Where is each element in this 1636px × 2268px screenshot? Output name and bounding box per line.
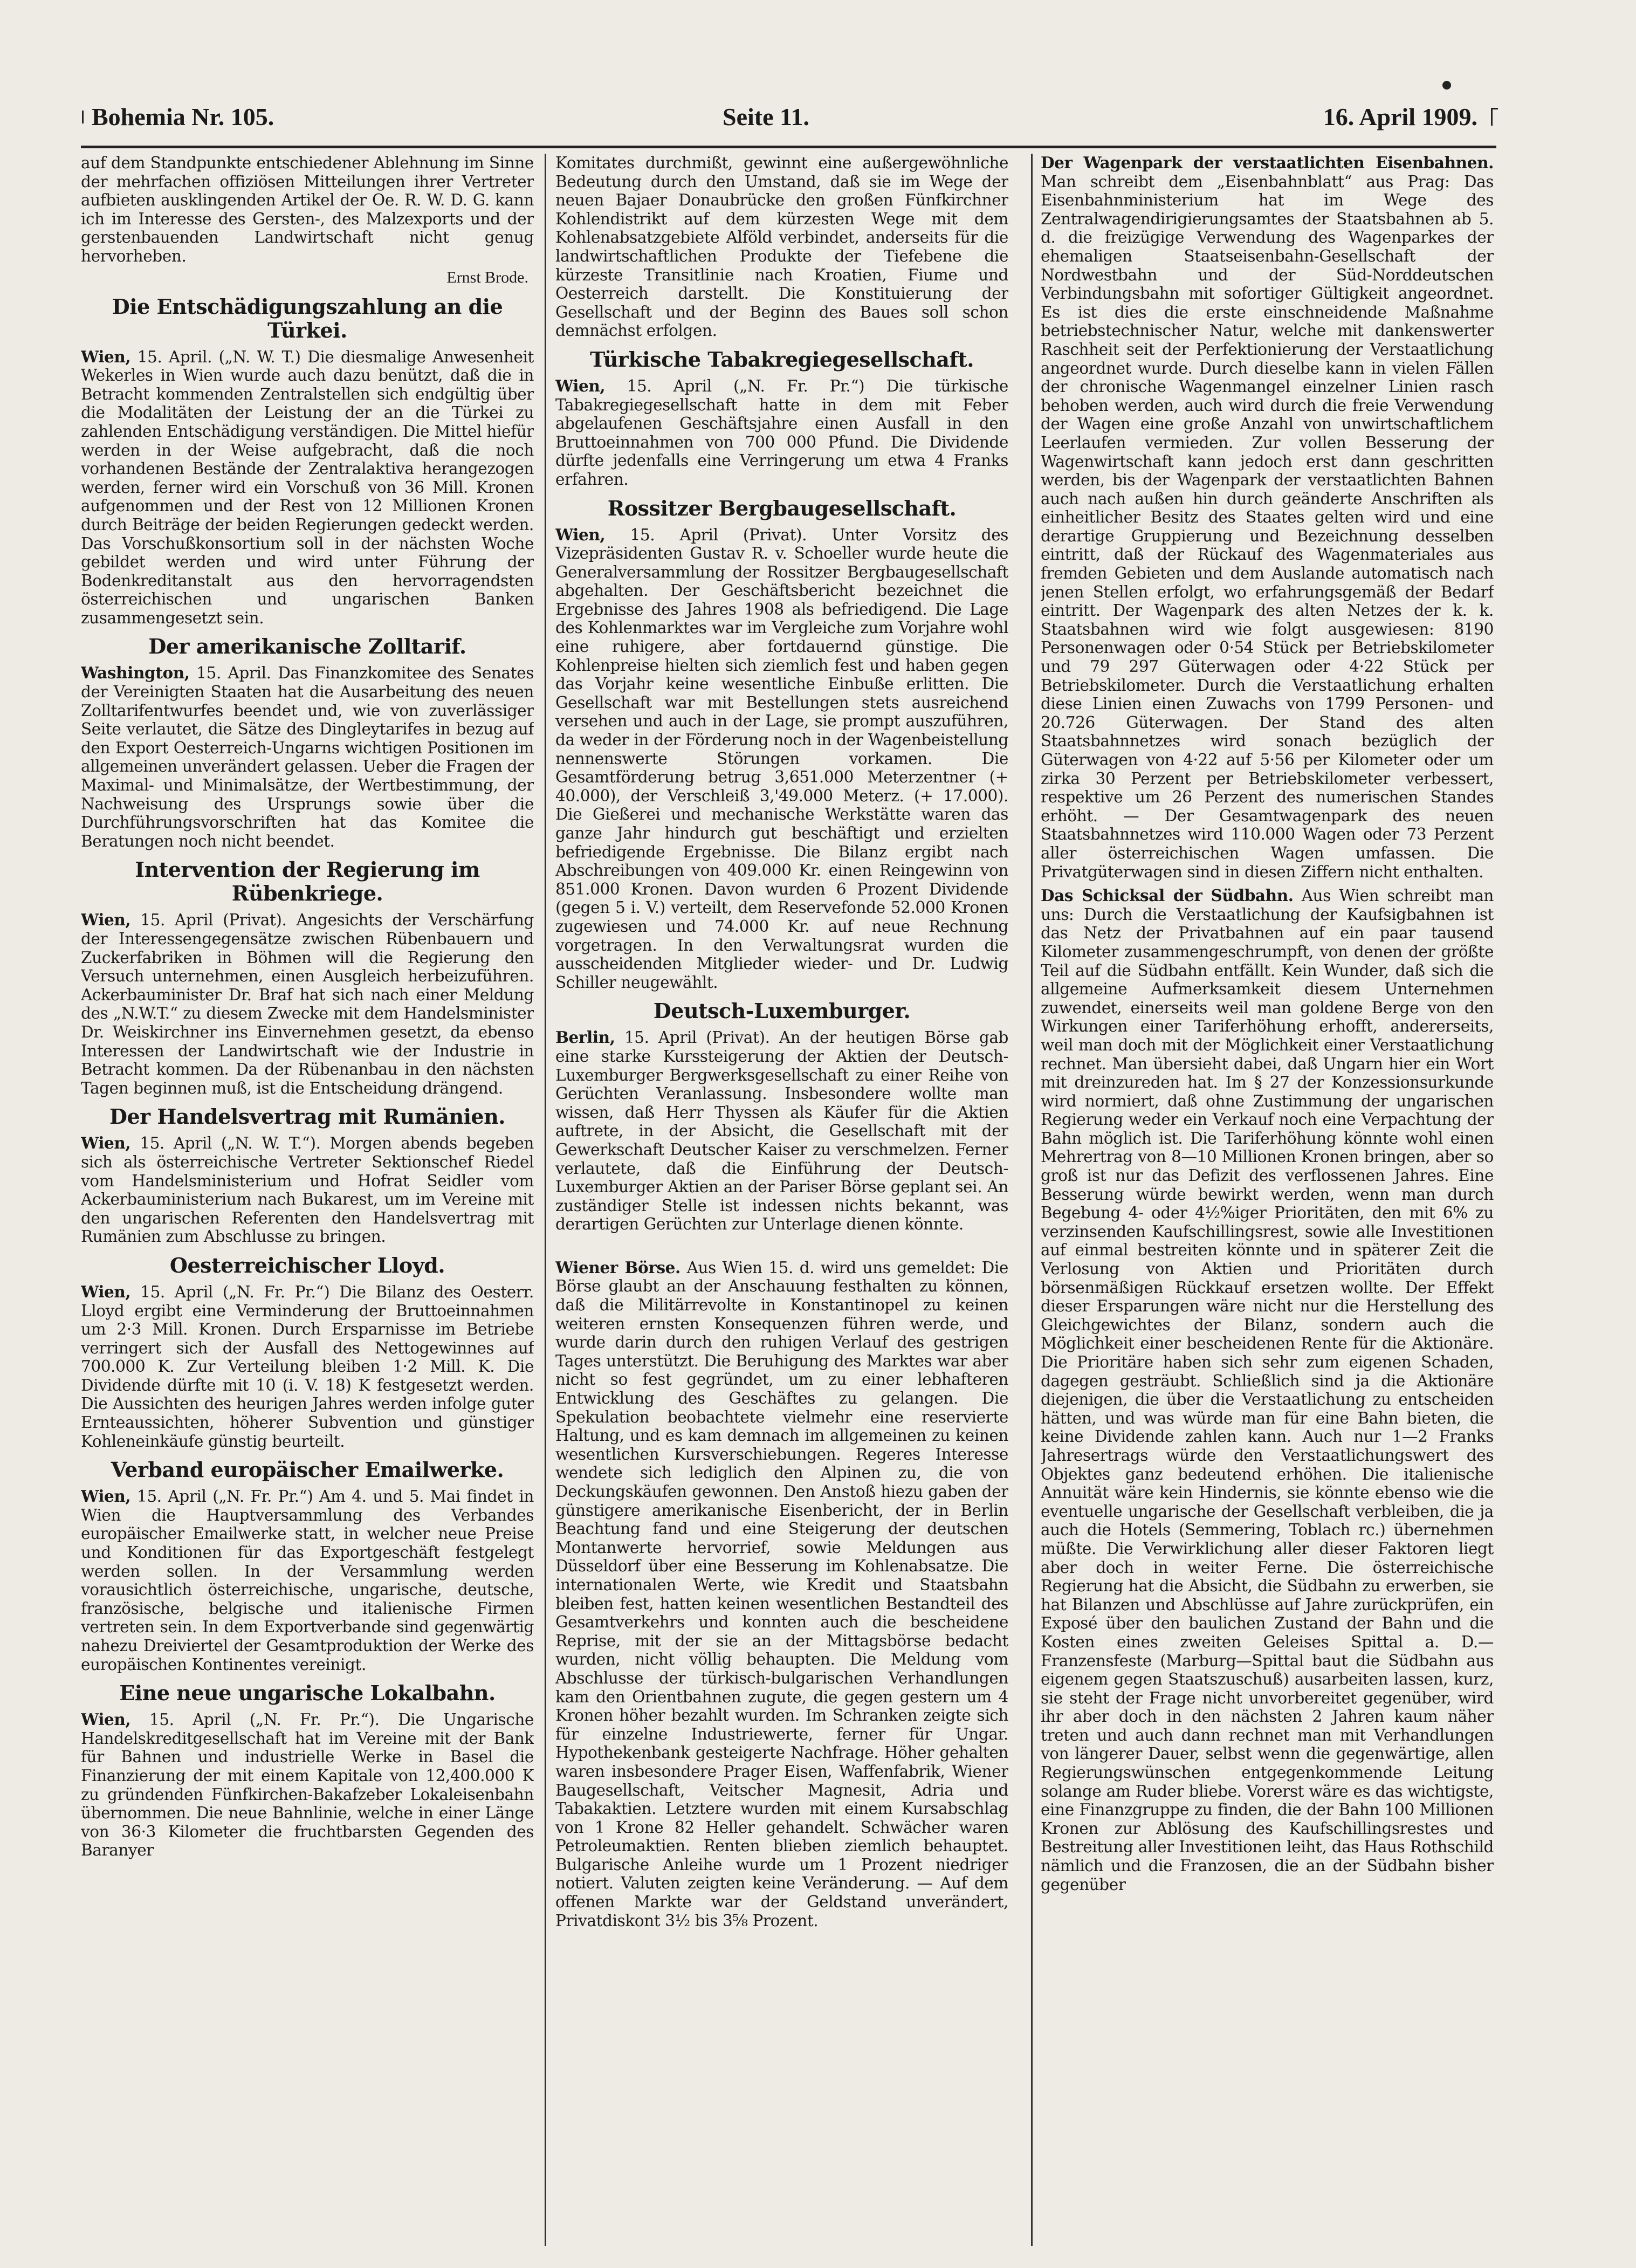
article-body: 15. April („N. Fr. Pr.“) Am 4. und 5. Mai findet in Wien die Hauptversammlung des Verbandes europäischer Emailwerke statt, in welcher neue Preise und Konditionen für das Exportgeschäft festgelegt werden sollen. In der Versammlung werden vorausichtlich österreichische, ungarische, deutsche, französische, belgische und italienische Firmen vertreten sein. In dem Exportverbande sind gegenwärtig nahezu Dreiviertel der Gesamtproduktion der Werke des europäischen Kontinentes vereinigt. [81,1487,534,1674]
header-date: 16. April 1909. [1323,103,1477,130]
ink-dot [1442,81,1451,90]
article-body: 15. April („N. Fr. Pr.“) Die Bilanz des Oesterr. Lloyd ergibt eine Verminderung der Bruttoeinnahmen um 2·3 Mill. Kronen. Durch Ersparnisse im Betriebe verringert sich der Ausfall des Nettogewinnes auf 700.000 K. Zur Verteilung bleiben 1·2 Mill. K. Die Dividende dürfte mit 10 (i. V. 18) K festgesetzt werden. Die Aussichten des heurigen Jahres werden infolge guter Ernteaussichten, höherer Subvention und günstiger Kohleneinkäufe günstig beurteilt. [81,1282,534,1451]
dateline: Berlin, [555,1028,615,1047]
header-rule [81,146,1496,148]
article-body: Aus Wien 15. d. wird uns gemeldet: Die Börse glaubt an der Anschauung festhalten zu können, daß die Militärrevolte in Konstantinopel zu keinen weiteren ernsten Konsequenzen führen werde, und wurde darin durch den ruhigen Verlauf des gestrigen Tages unterstützt. Die Beruhigung des Marktes war aber nicht so fest gegründet, um zu einer lebhafteren Entwicklung des Geschäftes zu gelangen. Die Spekulation beobachtete vielmehr eine reservierte Haltung, und es kam demnach im allgemeinen zu keinen wesentlichen Kursverschiebungen. Regeres Interesse wendete sich lediglich den Alpinen zu, die von Deckungskäufen gewonnen. Den Anstoß hiezu gaben der günstigere amerikanische Eisenbericht, der in Berlin Beachtung fand und eine Steigerung der deutschen Montanwerte hervorrief, sowie Meldungen aus Düsseldorf über eine Besserung im Kohlenabsatze. Die internationalen Werte, wie Kredit und Staatsbahn bleiben fest, hatten keinen wesentlichen Bestandteil des Gesamtverkehrs und konnten auch die bescheidene Reprise, mit der sie an der Mittagsbörse bedacht wurden, nicht völlig behaupten. Die Meldung vom Abschlusse der türkisch-bulgarischen Verhandlungen kam den Orientbahnen zugute, die gegen gestern um 4 Kronen höher bezahlt wurden. Im Schranken zeigte sich für einzelne Industriewerte, ferner für Ungar. Hypothekenbank gesteigerte Nachfrage. Höher gehalten waren insbesondere Prager Eisen, Waffenfabrik, Wiener Baugesellschaft, Veitscher Magnesit, Adria und Tabakaktien. Letztere wurden mit einem Kursabschlag von 1 Krone 82 Heller gehandelt. Schwächer waren Petroleumaktien. Renten blieben ziemlich behauptet. Bulgarische Anleihe wurde um 1 Prozent niedriger notiert. Valuten zeigten keine Veränderung. — Auf dem offenen Markte war der Geldstand unverändert, Privatdiskont 3½ bis 3⅝ Prozent. [555,1258,1008,1930]
dateline: Washington, [81,663,190,683]
inline-headline: Das Schicksal der Südbahn. [1041,886,1294,905]
headline-rossitzer: Rossitzer Bergbaugesellschaft. [607,496,957,520]
article-ruebenkrieg [81,911,534,1097]
article-emailwerke [81,1487,534,1674]
article-body: 15. April („N. W. T.“). Morgen abends begeben sich als österreichische Vertreter Sektionschef Riedel vom Handelsministerium und Hofrat Seidler vom Ackerbauministerium nach Bukarest, um im Vereine mit den ungarischen Referenten den Handelsvertrag mit Rumänien zum Abschlusse zu bringen. [81,1134,534,1246]
article-lloyd [81,1283,534,1451]
column-rule-1 [545,154,546,2246]
article-body: 15. April (Privat). Unter Vorsitz des Vizepräsidenten Gustav R. v. Schoeller wurde heute die Generalversammlung der Rossitzer Bergbaugesellschaft abgehalten. Der Geschäftsbericht bezeichnet die Ergebnisse des Jahres 1908 als befriedigend. Die Lage des Kohlenmarktes war im Vergleiche zum Vorjahre wohl eine ruhigere, aber fortdauernd günstige. Die Kohlenpreise hielten sich ziemlich fest und haben gegen das Vorjahr keine wesentliche Einbuße erlitten. Die Gesellschaft war mit Bestellungen stets ausreichend versehen und auch in der Lage, sie prompt auszuführen, da weder in der Förderung noch in der Wagenbeistellung nennenswerte Störungen vorkamen. Die Gesamtförderung betrug 3,651.000 Meterzentner (+ 40.000), der Verschleiß 3,'49.000 Meterz. (+ 17.000). Die Gießerei und mechanische Werkstätte waren das ganze Jahr hindurch gut beschäftigt und erzielten befriedigende Ergebnisse. Die Bilanz ergibt nach Abschreibungen von 409.000 Kr. einen Reingewinn von 851.000 Kronen. Davon wurden 6 Prozent Dividende (gegen 5 i. V.) verteilt, dem Reservefonde 52.000 Kronen zugewiesen und 74.000 Kr. auf neue Rechnung vorgetragen. In den Verwaltungsrat wurden die ausscheidenden Mitglieder wieder- und Dr. Ludwig Schiller neugewählt. [555,525,1008,992]
article-lokalbahn-continuation: Komitates durchmißt, gewinnt eine außergewöhnliche Bedeutung durch den Umstand, daß sie im Wege der neuen Bajaer Donaubrücke den großen Fünfkirchner Kohlendistrikt auf dem kürzesten Wege mit dem Kohlenabsatzgebiete Alföld verbindet, anderseits für die landwirtschaftlichen Produkte der Tiefebene die kürzeste Transitlinie nach Kroatien, Fiume und Oesterreich darstellt. Die Konstituierung der Gesellschaft und der Beginn des Baues soll schon demnächst erfolgen. [555,154,1008,340]
headline-rumaenien: Der Handelsvertrag mit Rumänien. [109,1104,505,1129]
headline-emailwerke: Verband europäischer Emailwerke. [111,1458,504,1482]
article-suedbahn [1041,886,1494,1894]
dateline: Wien, [81,1133,131,1153]
article-body: 15. April (Privat). An der heutigen Börse gab eine starke Kurssteigerung der Aktien der Deutsch-Luxemburger Bergwerksgesellschaft zu einer Reihe von Gerüchten Veranlassung. Insbesondere wollte man wissen, daß Herr Thyssen als Käufer für die Aktien auftrete, in der Absicht, die Gesellschaft mit der Gewerkschaft Deutscher Kaiser zu verschmelzen. Ferner verlautete, daß die Einführung der Deutsch-Luxemburger Aktien an der Pariser Börse geplant sei. An zuständiger Stelle ist indessen nichts bekannt, was derartigen Gerüchten zur Unterlage dienen könnte. [555,1028,1008,1234]
dateline: Wien, [81,1710,131,1729]
article-tabakregie [555,377,1008,489]
dateline: Wien, [555,376,606,395]
headline-lloyd: Oesterreichischer Lloyd. [169,1253,445,1277]
article-rossitzer [555,526,1008,992]
header-issue: Bohemia Nr. 105. [92,103,274,130]
headline-zolltarif: Der amerikanische Zolltarif. [148,634,466,659]
article-zolltarif [81,664,534,850]
article-wagenpark [1041,154,1494,881]
column-3 [1041,154,1494,2257]
article-body: 15. April (Privat). Angesichts der Verschärfung der Interessengegensätze zwischen Rübenbauern und Zuckerfabriken in Böhmen will die Regierung den Versuch unternehmen, einen Ausgleich herbeizuführen. Ackerbauminister Dr. Braf hat sich nach einer Meldung des „N.W.T.“ zu diesem Zwecke mit dem Handelsminister Dr. Weiskirchner ins Einvernehmen gesetzt, da ebenso Interessen der Landwirtschaft wie der Industrie in Betracht kommen. Da der Rübenanbau in den nächsten Tagen beginnen muß, ist die Entscheidung drängend. [81,911,534,1097]
article-rumaenien [81,1134,534,1246]
article-deutsch-luxemburger [555,1028,1008,1234]
article-lokalbahn [81,1710,534,1860]
article-body: Aus Wien schreibt man uns: Durch die Verstaatlichung der Kaufsigbahnen ist das Netz der Privatbahnen auf ein paar tausend Kilometer zusammengeschrumpft, von denen der größte Teil auf die Südbahn entfällt. Kein Wunder, daß sich die allgemeine Aufmerksamkeit diesem Unternehmen zuwendet, einerseits weil man goldene Berge von den Wirkungen einer Tariferhöhung erhofft, andererseits, weil man doch mit der Möglichkeit einer Verstaatlichung rechnet. Man übersieht dabei, daß Ungarn hier ein Wort mit dreinzureden hat. Im § 27 der Konzessionsurkunde wird normiert, daß ohne Zustimmung der ungarischen Regierung weder ein Verkauf noch eine Verpachtung der Bahn möglich ist. Die Tariferhöhung könnte wohl einen Mehrertrag von 8—10 Millionen Kronen bringen, aber so groß ist nur das Defizit des verflossenen Jahres. Eine Besserung würde bewirkt werden, wenn man durch Begebung 4- oder 4½%iger Prioritäten, den mit 6% zu verzinsenden Kaufschillingsrest, sowie alle Investitionen auf einmal bestreiten könnte und in späterer Zeit die Verlosung von Aktien und Prioritäten durch börsenmäßigen Rückkauf ersetzen wollte. Der Effekt dieser Ersparungen wäre nicht nur die Herstellung des Gleichgewichtes der Bilanz, sondern auch die Möglichkeit einer bescheidenen Rente für die Aktionäre. Die Prioritäre haben sich sehr zum eigenen Schaden, dagegen gesträubt. Schließlich sind ja die Aktionäre diejenigen, die über die Verstaatlichung zu entscheiden hätten, und was würde man für eine Bahn bieten, die keine Dividende zahlen kann. Auch nur 1—2 Franks Jahresertrags würde den Verstaatlichungswert des Objektes ganz bedeutend erhöhen. Die italienische Annuität wäre kein Hindernis, sie könnte ebenso wie die eventuelle ungarische der Gesellschaft verbleiben, die ja auch die Hotels (Semmering, Toblach rc.) übernehmen müßte. Die Verwirklichung aller dieser Faktoren liegt aber doch in weiter Ferne. Die österreichische Regierung hat die Absicht, die Südbahn zu erwerben, sie hat Bilanzen und Abschlüsse auf Jahre zurückprüfen, ein Exposé über den baulichen Zustand der Bahn und die Kosten eines zweiten Geleises Spittal a. D.—Franzensfeste (Marburg—Spittal baut die Südbahn aus eigenem gegen Staatszuschuß) ausarbeiten lassen, kurz, sie steht der Frage nicht unvorbereitet gegenüber, wird ihr aber doch in den nächsten 2 Jahren kaum näher treten und auch dann rechnet man mit Verhandlungen von längerer Dauer, selbst wenn die gegenwärtige, allen Regierungswünschen entgegenkommende Leitung solange am Ruder bliebe. Vorerst wäre es das wichtigste, eine Finanzgruppe zu finden, die der Bahn 100 Millionen Kronen zur Ablösung des Kaufschillingsrestes und Bestreitung aller Investitionen leiht, das Haus Rothschild nämlich und die Franzosen, die an der Südbahn bisher gegenüber [1041,886,1494,1894]
headline-entschaedigung: Die Entschädigungszahlung an die Türkei. [112,294,503,342]
article-continuation: auf dem Standpunkte entschiedener Ablehnung im Sinne der mehrfachen offiziösen Mitteilungen ihrer Vertreter aufbieten ausklingenden Artikel der Oe. R. W. D. G. kann ich im Interesse des Gersten-, des Malzexports und der gerstenbauenden Landwirtschaft nicht genug hervorheben. [81,154,534,265]
article-wiener-boerse [555,1259,1008,1930]
inline-headline: Wiener Börse. [555,1257,680,1277]
dateline: Wien, [81,1487,131,1506]
author-signature: Ernst Brode. [446,268,528,286]
article-entschaedigung [81,348,534,628]
page-header [81,92,1499,140]
dateline: Wien, [81,910,131,930]
dateline: Wien, [81,1282,131,1301]
headline-lokalbahn: Eine neue ungarische Lokalbahn. [119,1681,496,1706]
article-body: Man schreibt dem „Eisenbahnblatt“ aus Prag: Das Eisenbahnministerium hat im Wege des Zentralwagendirigierungsamtes der Staatsbahnen ab 5. d. die freizügige Verwendung des Wagenparkes der ehemaligen Staatseisenbahn-Gesellschaft der Nordwestbahn und der Süd-Norddeutschen Verbindungsbahn mit sofortiger Gültigkeit angeordnet. Es ist dies die erste einschneidende Maßnahme betriebstechnischer Natur, welche mit dankenswerter Raschheit seit der Perfektionierung der Verstaatlichung angeordnet wurde. Durch dieselbe kann in vielen Fällen der chronische Wagenmangel einzelner Linien rasch behoben werden, auch wird durch die freie Verwendung der Wagen eine große Anzahl von unwirtschaftlichem Leerlaufen vermieden. Zur vollen Besserung der Wagenwirtschaft kann jedoch erst dann geschritten werden, bis der Wagenpark der verstaatlichten Bahnen auch nach außen hin durch geänderte Anschriften als einheitlicher Besitz des Staates gelten wird und eine derartige Gruppierung und Bezeichnung desselben eintritt, daß der Rückauf des Wagenmateriales aus fremden Gebieten und dem Auslande automatisch nach jenen Stellen erfolgt, wo erfahrungsgemäß der Bedarf eintritt. Der Wagenpark des alten Netzes der k. k. Staatsbahnen wird wie folgt ausgewiesen: 8190 Personenwagen oder 0·54 Stück per Betriebskilometer und 79 297 Güterwagen oder 4·22 Stück per Betriebskilometer. Durch die Verstaatlichung erhalten diese Linien einen Zuwachs von 1799 Personen- und 20.726 Güterwagen. Der Stand des alten Staatsbahnnetzes wird sonach bezüglich der Güterwagen von 4·22 auf 5·56 per Kilometer oder um zirka 30 Perzent per Betriebskilometer verbessert, respektive um 26 Perzent des numerischen Standes erhöht. — Der Gesamtwagenpark des neuen Staatsbahnnetzes wird 110.000 Wagen oder 73 Perzent aller österreichischen Wagen umfassen. Die Privatgüterwagen sind in diesen Ziffern nicht enthalten. [1041,172,1494,881]
inline-headline: Der Wagenpark der verstaatlichten Eisenbahnen. [1041,154,1494,172]
dateline: Wien, [81,347,131,366]
dateline: Wien, [555,525,606,544]
article-body: 15. April („N. Fr. Pr.“) Die türkische Tabakregiegesellschaft hatte in dem mit Feber abgelaufenen Geschäftsjahre einen Ausfall in den Bruttoeinnahmen von 700 000 Pfund. Die Dividende dürfte jedenfalls eine Verringerung um etwa 4 Franks erfahren. [555,376,1008,489]
column-1 [81,154,534,2257]
headline-tabakregie: Türkische Tabakregiegesellschaft. [589,347,974,372]
column-rule-2 [1031,154,1033,2246]
column-2 [555,154,1008,2257]
header-page-number: Seite 11. [723,103,809,130]
headline-deutsch-luxemburger: Deutsch-Luxemburger. [653,999,911,1023]
article-body: 15. April. („N. W. T.) Die diesmalige Anwesenheit Wekerles in Wien wurde auch dazu benützt, daß die in Betracht kommenden Zentralstellen sich endgültig über die Modalitäten der Leistung der an die Türkei zu zahlenden Entschädigung verständigen. Die Mittel hiefür werden in der Weise aufgebracht, daß die noch vorhandenen Bestände der Zentralaktiva herangezogen werden, ferner wird ein Vorschuß von 36 Mill. Kronen aufgenommen und der Rest von 12 Millionen Kronen durch Beiträge der beiden Regierungen gedeckt werden. Das Vorschußkonsortium soll in der nächsten Woche gebildet werden und wird unter Führung der Bodenkreditanstalt aus den hervorragendsten österreichischen und ungarischen Banken zusammengesetzt sein. [81,347,534,627]
headline-ruebenkrieg: Intervention der Regierung im Rübenkriege. [135,857,480,906]
article-body: 15. April. Das Finanzkomitee des Senates der Vereinigten Staaten hat die Ausarbeitung des neuen Zolltarifentwurfes beendet und, wie von zuverlässiger Seite verlautet, die Sätze des Dingleytarifes in bezug auf den Export Oesterreich-Ungarns wichtigen Positionen im allgemeinen unverändert gelassen. Ueber die Fragen der Maximal- und Minimalsätze, der Wertbestimmung, der Nachweisung des Ursprungs sowie über die Durchführungsvorschriften hat das Komitee die Beratungen noch nicht beendet. [81,664,534,850]
article-body: 15. April („N. Fr. Pr.“). Die Ungarische Handelskreditgesellschaft hat im Vereine mit der Bank für Bahnen und industrielle Werke in Basel die Finanzierung der mit einem Kapitale von 12,400.000 K zu gründenden Fünfkirchen-Bakafzeber Lokaleisenbahn übernommen. Die neue Bahnlinie, welche in einer Länge von 36·3 Kilometer die fruchtbarsten Gegenden des Baranyer [81,1710,534,1860]
